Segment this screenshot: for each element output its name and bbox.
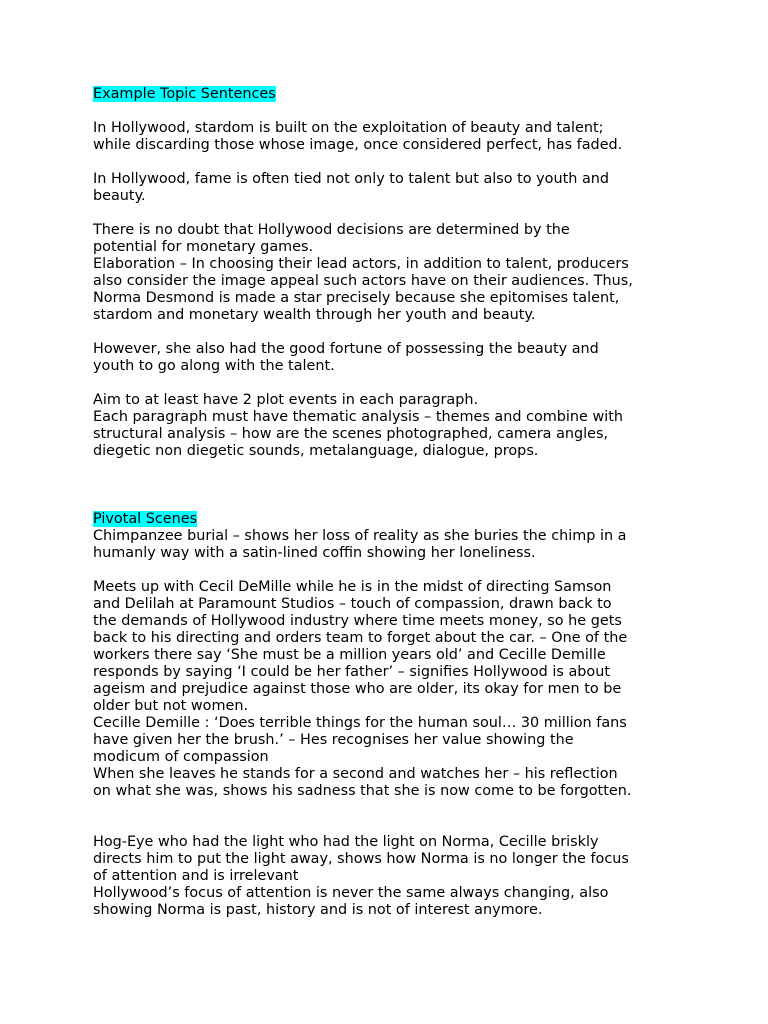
text-line: youth to go along with the talent. [93, 358, 335, 374]
text-line: There is no doubt that Hollywood decisions are determined by the [93, 222, 570, 238]
spacer [93, 205, 693, 222]
spacer [93, 562, 693, 579]
heading-highlight: Example Topic Sentences [93, 86, 276, 102]
paragraph [93, 341, 693, 375]
text-line: Elaboration – In choosing their lead actors, in addition to talent, producers [93, 256, 629, 272]
text-line: Cecille Demille : ‘Does terrible things for the human soul… 30 million fans [93, 715, 627, 731]
spacer [93, 103, 693, 120]
text-line: Aim to at least have 2 plot events in each paragraph. [93, 392, 479, 408]
heading-highlight: Pivotal Scenes [93, 511, 198, 527]
spacer [93, 494, 693, 511]
text-line: Norma Desmond is made a star precisely because she epitomises talent, [93, 290, 620, 306]
text-line: of attention and is irrelevant [93, 868, 299, 884]
paragraph [93, 120, 693, 154]
paragraph [93, 392, 693, 460]
text-line: Hog-Eye who had the light who had the light on Norma, Cecille briskly [93, 834, 599, 850]
text-line: humanly way with a satin-lined coffin showing her loneliness. [93, 545, 536, 561]
text-line: In Hollywood, stardom is built on the exploitation of beauty and talent; [93, 120, 604, 136]
spacer [93, 154, 693, 171]
text-line: directs him to put the light away, shows how Norma is no longer the focus [93, 851, 629, 867]
text-line: When she leaves he stands for a second and watches her – his reflection [93, 766, 618, 782]
text-line: potential for monetary games. [93, 239, 314, 255]
text-line: also consider the image appeal such actors have on their audiences. Thus, [93, 273, 633, 289]
text-line: workers there say ‘She must be a million years old’ and Cecille Demille [93, 647, 606, 663]
spacer [93, 324, 693, 341]
spacer [93, 800, 693, 834]
text-line: and Delilah at Paramount Studios – touch of compassion, drawn back to [93, 596, 612, 612]
text-line: Hollywood’s focus of attention is never the same always changing, also [93, 885, 609, 901]
paragraph [93, 834, 693, 919]
text-line: stardom and monetary wealth through her youth and beauty. [93, 307, 536, 323]
text-line: on what she was, shows his sadness that she is now come to be forgotten. [93, 783, 632, 799]
text-line: Each paragraph must have thematic analysis – themes and combine with [93, 409, 623, 425]
paragraph [93, 579, 693, 800]
text-line: ageism and prejudice against those who are older, its okay for men to be [93, 681, 622, 697]
paragraph [93, 528, 693, 562]
paragraph [93, 222, 693, 324]
text-line: beauty. [93, 188, 146, 204]
text-line: responds by saying ‘I could be her father’ – signifies Hollywood is about [93, 664, 610, 680]
text-line: Meets up with Cecil DeMille while he is in the midst of directing Samson [93, 579, 612, 595]
document-page [93, 86, 693, 919]
text-line: the demands of Hollywood industry where time meets money, so he gets [93, 613, 622, 629]
text-line: showing Norma is past, history and is not of interest anymore. [93, 902, 543, 918]
text-line: diegetic non diegetic sounds, metalanguage, dialogue, props. [93, 443, 539, 459]
text-line: structural analysis – how are the scenes photographed, camera angles, [93, 426, 609, 442]
text-line: back to his directing and orders team to forget about the car. – One of the [93, 630, 628, 646]
text-line: older but not women. [93, 698, 249, 714]
text-line: have given her the brush.’ – Hes recognises her value showing the [93, 732, 574, 748]
spacer [93, 460, 693, 494]
section-heading-pivotal-scenes [93, 511, 693, 528]
text-line: In Hollywood, fame is often tied not only to talent but also to youth and [93, 171, 610, 187]
text-line: However, she also had the good fortune of possessing the beauty and [93, 341, 599, 357]
paragraph [93, 171, 693, 205]
spacer [93, 375, 693, 392]
text-line: Chimpanzee burial – shows her loss of reality as she buries the chimp in a [93, 528, 627, 544]
section-heading-topic-sentences [93, 86, 693, 103]
text-line: while discarding those whose image, once considered perfect, has faded. [93, 137, 623, 153]
text-line: modicum of compassion [93, 749, 269, 765]
